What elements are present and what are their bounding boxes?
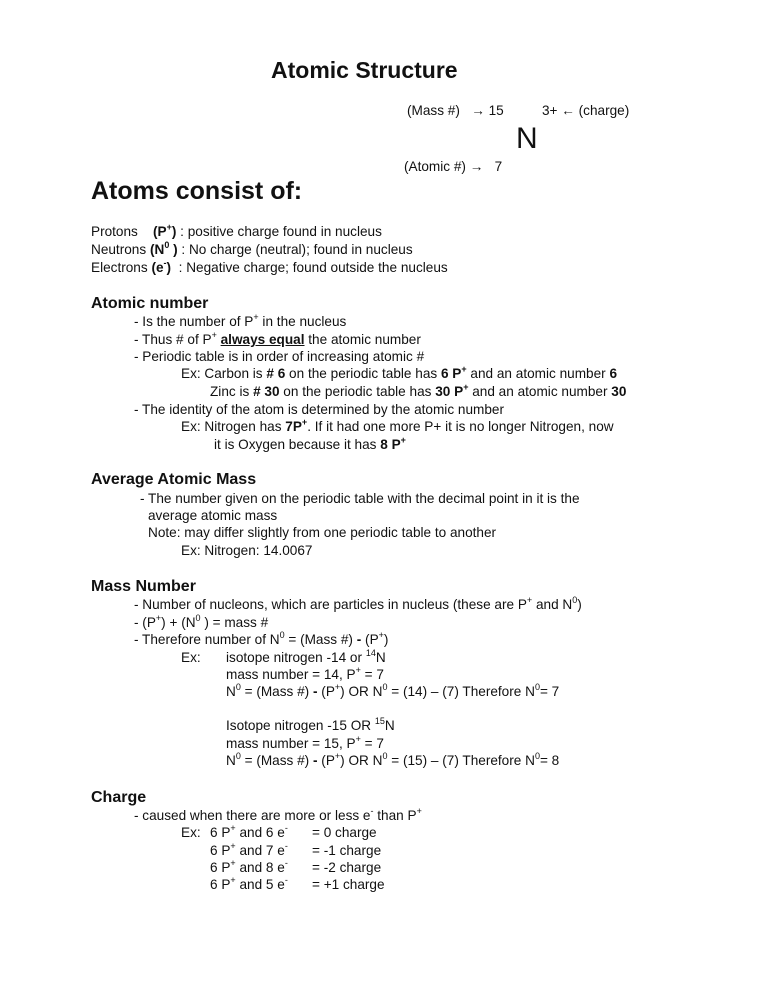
superscript: - bbox=[284, 841, 288, 851]
example-label: Ex: bbox=[181, 650, 201, 665]
text: N bbox=[384, 718, 395, 733]
text: ) bbox=[383, 632, 389, 647]
charge-line bbox=[134, 808, 422, 824]
superscript: - bbox=[284, 858, 288, 868]
example-line bbox=[226, 736, 384, 752]
text: mass number = 15, P bbox=[226, 736, 356, 751]
text: ) + (N bbox=[161, 615, 196, 630]
superscript: + bbox=[461, 364, 467, 374]
superscript: 0 bbox=[164, 240, 170, 250]
neutrons-line bbox=[91, 242, 413, 258]
text: = 7 bbox=[360, 667, 384, 682]
emphasis: - bbox=[312, 753, 318, 768]
mass-number-heading: Mass Number bbox=[91, 578, 196, 595]
atomic-number-line bbox=[134, 332, 421, 348]
example-line bbox=[226, 718, 395, 734]
protons-desc: : positive charge found in nucleus bbox=[180, 224, 382, 239]
text: N bbox=[375, 650, 386, 665]
example-line bbox=[226, 667, 384, 683]
superscript: + bbox=[378, 630, 384, 640]
example-line bbox=[214, 437, 406, 453]
superscript: 0 bbox=[382, 751, 388, 761]
text: = (15) – (7) Therefore N bbox=[387, 753, 535, 768]
superscript: + bbox=[355, 734, 361, 744]
superscript: + bbox=[526, 595, 533, 605]
superscript: + bbox=[301, 417, 308, 427]
emphasis: 6 P bbox=[440, 366, 462, 381]
mass-notation bbox=[407, 103, 504, 119]
text: 6 P bbox=[210, 877, 231, 892]
emphasis: 6 bbox=[609, 366, 618, 381]
text: (P bbox=[361, 632, 379, 647]
text: = 7 bbox=[539, 684, 560, 699]
text: isotope nitrogen -14 or bbox=[226, 650, 366, 665]
emphasis: 30 bbox=[611, 384, 627, 399]
atomic-number-line: - The identity of the atom is determined by the atomic number bbox=[134, 402, 504, 417]
arrow-right-icon: → bbox=[469, 159, 484, 174]
charge-label: (charge) bbox=[578, 103, 630, 118]
superscript: - bbox=[163, 258, 167, 268]
charge-result: = -1 charge bbox=[312, 843, 382, 858]
example-line bbox=[181, 366, 617, 382]
paren: ) bbox=[171, 224, 177, 239]
mass-label: (Mass #) bbox=[407, 103, 460, 118]
superscript: + bbox=[334, 751, 341, 761]
neutrons-label: Neutrons bbox=[91, 242, 147, 257]
superscript: 14 bbox=[365, 648, 376, 658]
superscript: 0 bbox=[279, 630, 285, 640]
protons-line bbox=[91, 224, 382, 240]
mass-number-line bbox=[134, 632, 388, 648]
text: on the periodic table has bbox=[279, 384, 436, 399]
superscript: + bbox=[463, 382, 469, 392]
superscript: + bbox=[211, 330, 217, 340]
text: on the periodic table has bbox=[285, 366, 441, 381]
charge-example-row bbox=[210, 843, 288, 859]
text: and 8 e bbox=[235, 860, 285, 875]
text: Ex: Nitrogen has bbox=[181, 419, 286, 434]
average-mass-heading: Average Atomic Mass bbox=[91, 471, 257, 488]
superscript: + bbox=[155, 613, 162, 623]
text: than P bbox=[373, 808, 417, 823]
charge-result: = -2 charge bbox=[312, 860, 382, 875]
superscript: + bbox=[400, 435, 406, 445]
text: = 8 bbox=[539, 753, 560, 768]
superscript: + bbox=[230, 858, 236, 868]
text: and 6 e bbox=[235, 825, 285, 840]
superscript: + bbox=[253, 312, 259, 322]
example-line bbox=[226, 753, 559, 769]
atomic-number-line: - Periodic table is in order of increasing atomic # bbox=[134, 349, 425, 364]
text: = 7 bbox=[360, 736, 384, 751]
emphasis: - bbox=[356, 632, 362, 647]
electrons-symbol: (e bbox=[151, 260, 164, 275]
example-line bbox=[226, 650, 386, 666]
charge-heading: Charge bbox=[91, 789, 147, 806]
text: and N bbox=[532, 597, 573, 612]
text: = (Mass #) bbox=[240, 753, 313, 768]
electrons-label: Electrons bbox=[91, 260, 148, 275]
text: ) bbox=[577, 597, 582, 612]
charge-result: = 0 charge bbox=[312, 825, 377, 840]
text: 6 P bbox=[210, 860, 231, 875]
protons-symbol: (P bbox=[152, 224, 167, 239]
atomic-notation bbox=[404, 159, 502, 175]
arrow-right-icon: → bbox=[471, 103, 485, 118]
superscript: 0 bbox=[572, 595, 578, 605]
emphasis: - bbox=[312, 684, 318, 699]
atoms-heading: Atoms consist of: bbox=[91, 177, 303, 205]
text: ) OR N bbox=[340, 684, 383, 699]
superscript: - bbox=[370, 806, 374, 816]
superscript: 0 bbox=[235, 751, 241, 761]
text: - Thus # of P bbox=[134, 332, 212, 347]
charge-example-row bbox=[210, 877, 288, 893]
superscript: 0 bbox=[235, 682, 241, 692]
text: 6 P bbox=[210, 843, 231, 858]
emphasis: 7P bbox=[285, 419, 302, 434]
charge-notation bbox=[542, 103, 629, 119]
text: Ex: Carbon is bbox=[181, 366, 267, 381]
mass-value: 15 bbox=[488, 103, 504, 118]
text: mass number = 14, P bbox=[226, 667, 356, 682]
paren: ) bbox=[169, 242, 178, 257]
superscript: 0 bbox=[195, 613, 201, 623]
emphasis: # 6 bbox=[266, 366, 286, 381]
text: = (Mass #) bbox=[284, 632, 357, 647]
page-title: Atomic Structure bbox=[271, 57, 458, 83]
example-line bbox=[181, 419, 614, 435]
text: - Number of nucleons, which are particles in nucleus (these are P bbox=[134, 597, 527, 612]
superscript: + bbox=[355, 665, 361, 675]
text: . If it had one more P+ it is no longer Nitrogen, now bbox=[307, 419, 614, 434]
emphasis: 8 P bbox=[380, 437, 401, 452]
superscript: 0 bbox=[382, 682, 388, 692]
atomic-number-heading: Atomic number bbox=[91, 295, 209, 312]
neutrons-desc: : No charge (neutral); found in nucleus bbox=[181, 242, 413, 257]
superscript: 15 bbox=[374, 716, 385, 726]
text: Isotope nitrogen -15 OR bbox=[226, 718, 375, 733]
superscript: + bbox=[416, 806, 422, 816]
example-line bbox=[226, 684, 559, 700]
charge-value: 3+ bbox=[542, 103, 558, 118]
text: = (Mass #) bbox=[240, 684, 313, 699]
text: N bbox=[226, 753, 236, 768]
text: - Therefore number of N bbox=[134, 632, 280, 647]
text: in the nucleus bbox=[258, 314, 347, 329]
average-mass-line: Note: may differ slightly from one periodic table to another bbox=[148, 525, 497, 540]
text: ) OR N bbox=[340, 753, 383, 768]
superscript: 0 bbox=[534, 751, 540, 761]
superscript: + bbox=[166, 222, 172, 232]
atomic-label: (Atomic #) bbox=[404, 159, 466, 174]
text: N bbox=[226, 684, 236, 699]
text: the atomic number bbox=[304, 332, 421, 347]
emphasis: 30 P bbox=[435, 384, 464, 399]
charge-result: = +1 charge bbox=[312, 877, 385, 892]
text: - caused when there are more or less e bbox=[134, 808, 371, 823]
element-symbol: N bbox=[516, 122, 538, 155]
text: Zinc is bbox=[210, 384, 254, 399]
average-mass-line: average atomic mass bbox=[148, 508, 278, 523]
arrow-left-icon: ← bbox=[561, 103, 575, 118]
emphasis: # 30 bbox=[253, 384, 280, 399]
superscript: 0 bbox=[534, 682, 540, 692]
text: (P bbox=[317, 753, 335, 768]
superscript: + bbox=[230, 841, 236, 851]
atomic-value: 7 bbox=[494, 159, 503, 174]
emphasis: always equal bbox=[220, 332, 305, 347]
example-line bbox=[210, 384, 626, 400]
superscript: + bbox=[334, 682, 341, 692]
text: ) = mass # bbox=[200, 615, 269, 630]
mass-number-line bbox=[134, 615, 268, 631]
text: (P bbox=[317, 684, 335, 699]
text: and an atomic number bbox=[466, 366, 610, 381]
charge-example-row bbox=[210, 860, 288, 876]
example-line: Ex: Nitrogen: 14.0067 bbox=[181, 543, 313, 558]
text: and an atomic number bbox=[468, 384, 612, 399]
text: 6 P bbox=[210, 825, 231, 840]
electrons-line bbox=[91, 260, 448, 276]
text: and 5 e bbox=[235, 877, 285, 892]
atomic-number-line bbox=[134, 314, 346, 330]
superscript: - bbox=[284, 875, 288, 885]
superscript: - bbox=[284, 823, 288, 833]
protons-label: Protons bbox=[91, 224, 138, 239]
neutrons-symbol: (N bbox=[149, 242, 165, 257]
text: it is Oxygen because it has bbox=[214, 437, 381, 452]
text: and 7 e bbox=[235, 843, 285, 858]
average-mass-line: - The number given on the periodic table with the decimal point in it is the bbox=[140, 491, 580, 506]
charge-example-row bbox=[210, 825, 288, 841]
superscript: + bbox=[230, 875, 236, 885]
text: - Is the number of P bbox=[134, 314, 254, 329]
electrons-desc: : Negative charge; found outside the nucleus bbox=[178, 260, 448, 275]
text: = (14) – (7) Therefore N bbox=[387, 684, 535, 699]
text: - (P bbox=[134, 615, 156, 630]
example-label: Ex: bbox=[181, 825, 201, 840]
mass-number-line bbox=[134, 597, 582, 613]
superscript: + bbox=[230, 823, 236, 833]
paren: ) bbox=[166, 260, 172, 275]
